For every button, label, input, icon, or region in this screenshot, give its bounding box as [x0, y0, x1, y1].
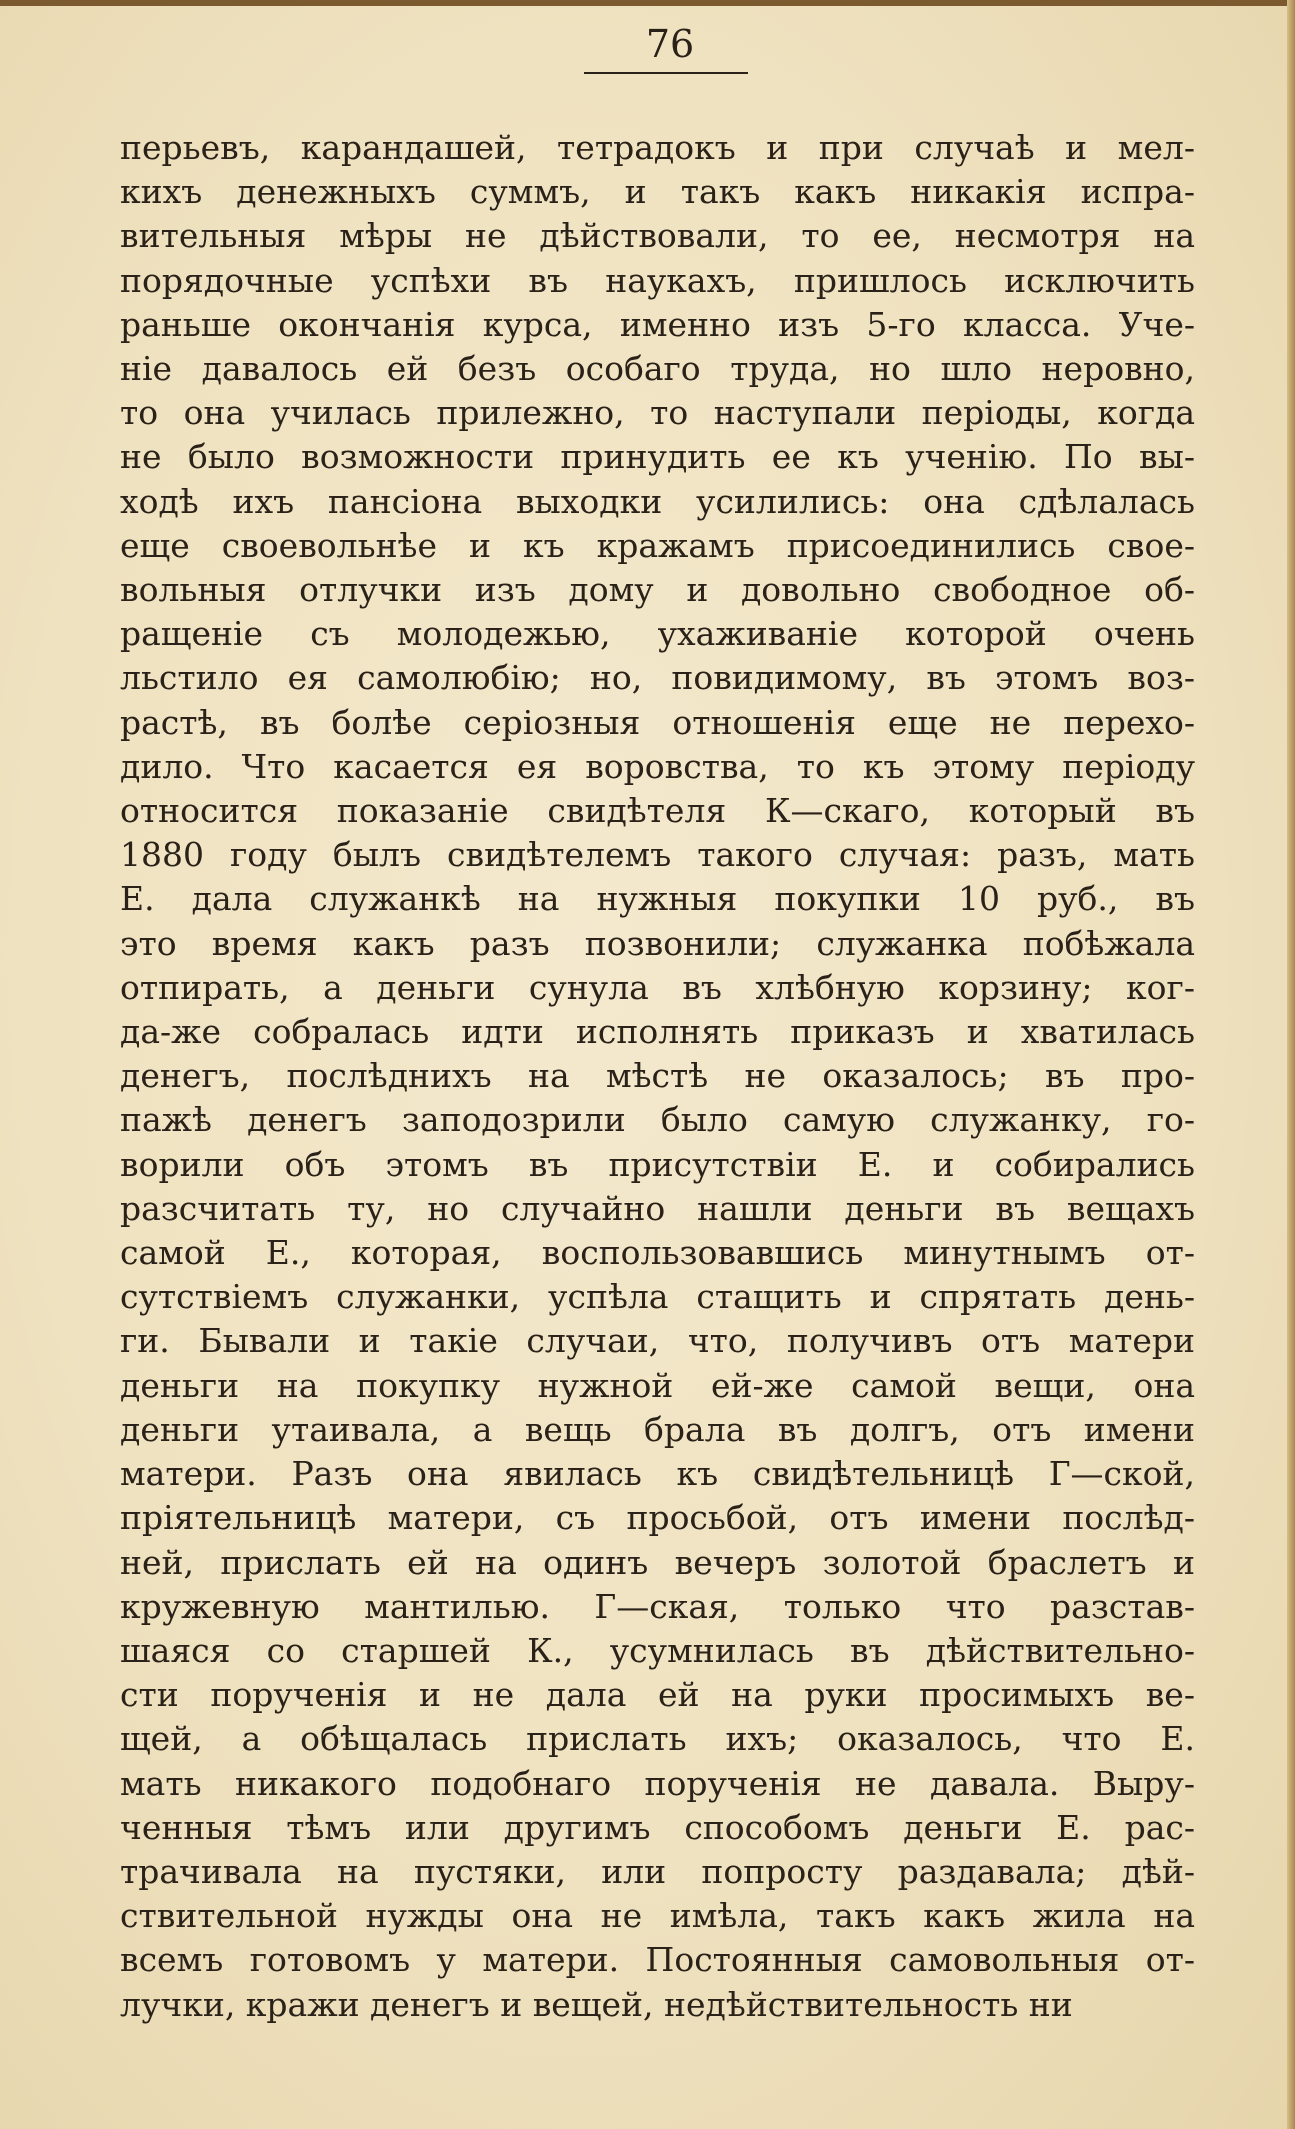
text-line: отпирать, а деньги сунула въ хлѣбную корзину; ког-	[120, 967, 1195, 1007]
page-top-edge	[0, 0, 1295, 6]
text-line: кружевную мантилью. Г—ская, только что разстав-	[120, 1586, 1195, 1626]
text-line: пажѣ денегъ заподозрили было самую служанку, го-	[120, 1100, 1195, 1140]
text-line: порядочные успѣхи въ наукахъ, пришлось исключить	[120, 260, 1195, 300]
text-line: Е. дала служанкѣ на нужныя покупки 10 руб., въ	[120, 879, 1195, 919]
text-line: деньги на покупку нужной ей-же самой вещи, она	[120, 1365, 1195, 1405]
text-line: вительныя мѣры не дѣйствовали, то ее, несмотря на	[120, 216, 1195, 256]
text-line: ствительной нужды она не имѣла, такъ какъ жила на	[120, 1896, 1195, 1936]
text-line: деньги утаивала, а вещь брала въ долгъ, отъ имени	[120, 1409, 1195, 1449]
text-line: раньше окончанія курса, именно изъ 5-го класса. Уче-	[120, 304, 1195, 344]
text-line: денегъ, послѣднихъ на мѣстѣ не оказалось; въ про-	[120, 1056, 1195, 1096]
text-line: относится показаніе свидѣтеля К—скаго, который въ	[120, 791, 1195, 831]
text-line: да-же собралась идти исполнять приказъ и хватилась	[120, 1012, 1195, 1052]
text-line: льстило ея самолюбію; но, повидимому, въ этомъ воз-	[120, 658, 1195, 698]
text-line: кихъ денежныхъ суммъ, и такъ какъ никакія испра-	[120, 172, 1195, 212]
text-line: щей, а обѣщалась прислать ихъ; оказалось, что Е.	[120, 1719, 1195, 1759]
text-line: дило. Что касается ея воровства, то къ этому періоду	[120, 746, 1195, 786]
text-line: пріятельницѣ матери, съ просьбой, отъ имени послѣд-	[120, 1498, 1195, 1538]
text-line: ворили объ этомъ въ присутствіи Е. и собирались	[120, 1144, 1195, 1184]
text-line: матери. Разъ она явилась къ свидѣтельницѣ Г—ской,	[120, 1454, 1195, 1494]
text-line: ней, прислать ей на одинъ вечеръ золотой браслетъ и	[120, 1542, 1195, 1582]
text-line: ходѣ ихъ пансіона выходки усилились: она сдѣлалась	[120, 481, 1195, 521]
page-binding-edge	[1287, 0, 1295, 2129]
text-line: сти порученія и не дала ей на руки просимыхъ ве-	[120, 1675, 1195, 1715]
text-line: вольныя отлучки изъ дому и довольно свободное об-	[120, 570, 1195, 610]
text-line: трачивала на пустяки, или попросту раздавала; дѣй-	[120, 1851, 1195, 1891]
text-line: ги. Бывали и такіе случаи, что, получивъ отъ матери	[120, 1321, 1195, 1361]
text-line: шаяся со старшей К., усумнилась въ дѣйствительно-	[120, 1630, 1195, 1670]
text-line: сутствіемъ служанки, успѣла стащить и спрятать день-	[120, 1277, 1195, 1317]
text-line: разсчитать ту, но случайно нашли деньги въ вещахъ	[120, 1188, 1195, 1228]
text-line: лучки, кражи денегъ и вещей, недѣйствительность ни	[120, 1984, 1073, 2024]
text-line: ніе давалось ей безъ особаго труда, но шло неровно,	[120, 349, 1195, 389]
text-line: ращеніе съ молодежью, ухаживаніе которой очень	[120, 614, 1195, 654]
text-line: не было возможности принудить ее къ ученію. По вы-	[120, 437, 1195, 477]
page-number: 76	[645, 22, 695, 66]
text-line: растѣ, въ болѣе серіозныя отношенія еще не перехо-	[120, 702, 1195, 742]
text-line: то она училась прилежно, то наступали періоды, когда	[120, 393, 1195, 433]
text-line: это время какъ разъ позвонили; служанка побѣжала	[120, 923, 1195, 963]
text-line: мать никакого подобнаго порученія не давала. Выру-	[120, 1763, 1195, 1803]
text-line: 1880 году былъ свидѣтелемъ такого случая: разъ, мать	[120, 835, 1195, 875]
page-number-rule	[584, 72, 748, 74]
text-line: еще своевольнѣе и къ кражамъ присоединились свое-	[120, 525, 1195, 565]
text-line: самой Е., которая, воспользовавшись минутнымъ от-	[120, 1233, 1195, 1273]
text-line: перьевъ, карандашей, тетрадокъ и при случаѣ и мел-	[120, 128, 1195, 167]
body-text	[120, 126, 1195, 2027]
text-line: всемъ готовомъ у матери. Постоянныя самовольныя от-	[120, 1940, 1195, 1980]
text-line: ченныя тѣмъ или другимъ способомъ деньги Е. рас-	[120, 1807, 1195, 1847]
